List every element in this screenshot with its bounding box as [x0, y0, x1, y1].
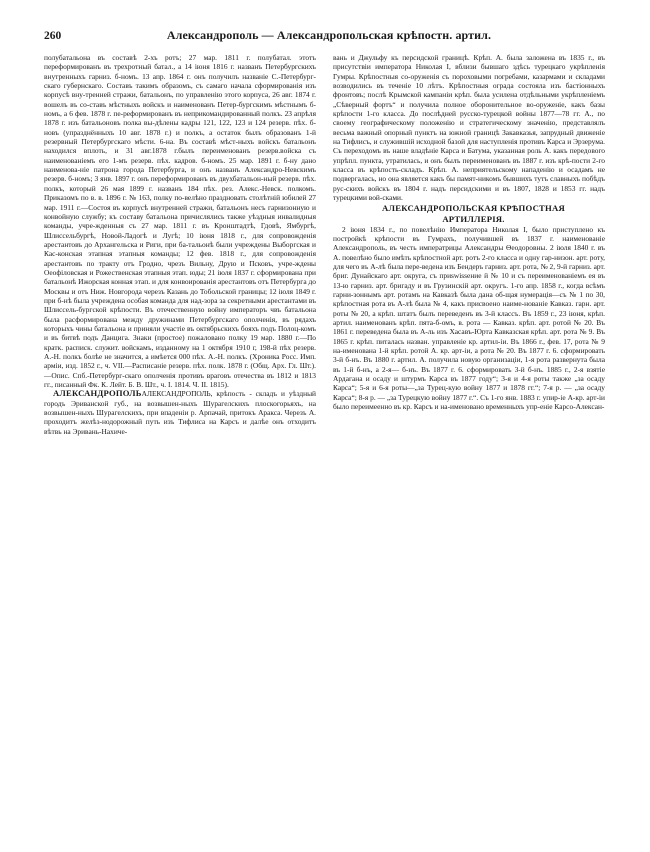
paragraph-text: АЛЕКСАНДРОПОЛЬ, крѣпость - складъ и уѣздный городъ Эриванской губ., на возвышен-ныхъ Шурагелскихъ плоскогорьяхъ, на возвышен-ныхъ Шурагелскихъ, при впаденіи р. Арпачай, притокъ Аракса. Черезъ А. проходитъ желѣз-нодорожный путь изъ Тифлиса на Карсъ и далѣе онъ отходитъ вѣтвь на Эривань-Нахиче-	[44, 389, 316, 436]
right-column	[333, 53, 605, 828]
running-title: Александрополь — Александропольская крѣпостн. артил.	[166, 28, 492, 42]
entry-title-text: АРТИЛЛЕРІЯ.	[442, 213, 505, 224]
paragraph: 2 іюня 1834 г., по повелѣнію Императора Николая I, было приступлено къ постройкѣ крѣпости въ Гумрахъ, получившей въ 1837 г. наименованіе Александрополь, въ честь императрицы Александры Ѳеодоровны. 2 іюля 1840 г. въ А. повелѣно было имѣть крѣпостной арт. ротъ 2-го класса и одну гар-низон. арт. роту, для чего въ А-лѣ была пере-ведена изъ Бендеръ гарниз. арт. рота, № 2, 9-й гарниз. арт. бриг. Дунайскаго арт. округа, съ приswissение й № 10 и съ переименованіемъ ея въ 13-ю гарниз. арт. бригаду и въ Грузинскій арт. округъ. 1-го апр. 1858 г., когда всѣмъ гарни-зоннымъ арт. ротамъ на Кавказѣ была дана об-щая нумерація—съ № 1 по 30, крѣпостная рота въ А-лѣ была № 4, какъ присвоено наиме-нованіе Кавказ. гарн. арт. роты № 20, а крѣп. штатъ былъ переведенъ въ 3-й классъ. Въ 1859 г., 23 іюня, крѣп. артил. наименованъ крѣп. пята-б-омъ, в. рота — Кавказ. крѣп. арт. ротой № 20. Въ 1861 г. переведена была въ А-ль изъ Хасавъ-Юрта Кавказская крѣп. арт. рота № 9. Въ 1865 г. крѣп. питалась назван. управленіе кр. артил-іи. Въ 1866 г., фев. 17, рота № 9 на-именована 1-й крѣп. ротой А. кр. арт-іи, а рота № 20. Въ 1877 г. 6. сформировать 3-й б-нъ. Въ 1880 г. артил. А. получила новую организаціи, 1-я рота развернута была въ 1-й б-нъ, а 2-я— б-нъ. Въ 1877 г. 6. сформировать 3-й б-нъ. 1885 г., 2-я взятіе Ардагана и осаду и штурмъ Карса въ 1877 году“; 3-я и 4-я роты также „за осаду Карса“; 5-я и 6-я роты—„за Турец-кую войну 1877 и 1878 гг.“; 7-я р. — „за осаду Карса“; 8-я р. — „за Турецкую войну 1877 г.“. Съ 1-го янв. 1883 г. упир-іе А-кр. арт-іи было переимеенно въ кр. Карсъ и на-именовано временныхъ упр-еніе Карсо-Алексан-	[333, 224, 605, 412]
left-column	[44, 53, 316, 828]
entry-title-line-1: АЛЕКСАНДРОПОЛЬСКАЯ КРѢПОСТНАЯ	[382, 202, 565, 213]
entry-headword: АЛЕКСАНДРОПОЛЬ	[53, 388, 142, 399]
entry-title-line-2	[333, 214, 605, 225]
paragraph: вань и Джульфу къ персидской границѣ. Крѣп. А. была заложена въ 1835 г., въ присутствіи императора Николая I, вблизи бывшаго здѣсь турецкаго укрѣпленія Гумры. Крѣпостныя со-оруженія съ пороховыми погребами, казармами и складами возводились въ теченіе 10 лѣтъ. Крѣпостныя ограда состояла изъ бастіонныхъ фронтовъ; послѣ Крымской кампаніи крѣп. была усилена отдѣльными укрѣпленіемъ „Сѣверный фортъ“ и получила полное оборонительное во-оруженіе, какъ базы крѣпости 1-го класса. До послѣдней русско-турецкой войны 1877—78 гг. А., по своему географическому положенію и стратегическому значенію, представлялъ весьма важный опорный пунктъ на южной границѣ Закавказья, запрудный движеніе на Тифлисъ, и служившій исходной базой для наступленія противъ Карса и Эрзерума. Съ переходомъ въ наше владѣніе Карса и Батума, указанная роль А. какъ передового упрѣпл. пункта, утратилась, и онъ былъ переименованъ въ 1887 г. изъ крѣ-пости 2-го класса въ крѣпость-складъ. Крѣп. А. неприятельскому нападенію и осадамъ не подвергалась, но она является какъ бы памят-никомъ бывшихъ тутъ славныхъ побѣдъ рус-скихъ войскъ въ 1804 г. надъ персидскими и въ 1807, 1828 и 1853 гг. надъ турецкими вой-сками.	[333, 53, 605, 203]
page-number: 260	[44, 30, 62, 42]
text-columns	[44, 53, 606, 828]
entry-alexandropol	[44, 389, 316, 436]
page-header	[44, 28, 606, 43]
paragraph: полубатальона въ составѣ 2-хъ ротъ; 27 мар. 1811 г. полубатал. этотъ переформированъ въ трехротный батал., а 14 іюня 1816 г. названъ Петербургскихъ внутренныхъ гарниз. б-номъ. 13 апр. 1864 г. онъ получилъ названіе С.-Петербург-скаго губернскаго. Составъ такимъ образомъ, съ самаго начала сформированія изъ корпусѣ вну-тренней стражи, батальонъ, по управленію этого корпуса, 26 авг. 1874 г. вошелъ въ со-ставъ мѣстныхъ войскъ и наименованъ Петер-бургскимъ мѣстнымъ б-номъ, а 6 фев. 1878 г. пе-реформированъ въ неприкомандированный полкъ. 23 апрѣля 1878 г. изъ батальоновъ полка вы-дѣлены кадры 121, 122, 123 и 124 резерв. пѣх. б-новъ (упразднённыхъ 10 авг. 1878 г.) и полкъ, а остаток былъ образованъ 1-й резервный Петербургскаго мѣсти. 6-на. Въ составѣ мѣст-ныхъ войскъ батальонъ находился вплоть, и 31 авг.1878 г.былъ переименованъ резерв.войска съ наименованіемъ его 1-мъ резерв. пѣх. кадров. б-номъ. 25 мар. 1891 г. б-ну дано наименова-ніе патрона города Петербурга, и онъ названъ Александро-Невскимъ резерв. б-номъ; 3 янв. 1897 г. онъ переформированъ въ двухбатальон-ный резерв. пѣх. полкъ, который 26 мая 1899 г. названъ 184 пѣх. рез. Алекс.-Невск. полкомъ. Приказомъ по в. в. 1896 г. № 163, полку по-велѣно праздновать столѣтній юбилей 27 мар. 1911 г.—Состоя въ корпусѣ внутренней стражи, батальонъ несъ гарнизонную и конвойную службу; къ составу батальона причислялись также уѣздныя инвалидныя команды, учре-жденныя съ 27 мар. 1811 г. въ Кронштадтѣ, Гдовѣ, Ямбургѣ, Шлиссельбургѣ, Новой-Ладогѣ и Лугѣ; 10 іюня 1818 г., для сопровожденія арестантовъ до Архангельска и Риги, при ба-тальонѣ были учреждены Выборгская и Кас-конская этапная этапныя команды; 12 фев. 1818 г., для сопровожденія арестантовъ по тракту отъ Гродно, чрезъ Вильну, Друю и Псковъ, учре-ждены Оеофіловская и Рожественская этапныя этап. юды; 21 іюля 1837 г. сформирована при батальонѣ Ижорская конная этап. и для конвоированія арестантовъ отъ Петербурга до Москвы и отъ Ниж. Новгорода черезъ Казань до Тобольской границы; 12 іюля 1849 г. при б-нѣ была учреждена особая команда для над-зора за секретными арестантами въ Шлиссель-бургской крѣпости. Въ отечественную войну императоръ чвъ батальона была расформирована между дружинами Петербургскаго ополченія, въ рядахъ которыхъ чины батальона и приняли участіе въ октябрьскихъ бояхъ подъ Полоц-комъ и въ битвѣ подъ Данцига. Знаки (простое) пожаловано полку 19 мар. 1880 г.—По кратк. расписк. служит. войскамъ, изданному на 1 октября 1910 г, 198-й пѣх резерв. А.-Н. полкъ болѣе не значится, а имѣется 000 пѣх. А.-Н. полкъ. (Хроника Росс. Имп. арміи, изд. 1852 г., ч. VII.—Расписаніе резерв. пѣх. полк. 1878 г. (Общ. Арх. Гл. Шт.). —Опис. Спб.-Петербург-скаго ополченія противъ враговъ отечества въ 1812 и 1813 гг., писанный Фк. К. Лейт. Б. В. Шт., ч. I. 1814. Ч. II. 1815).	[44, 53, 316, 390]
